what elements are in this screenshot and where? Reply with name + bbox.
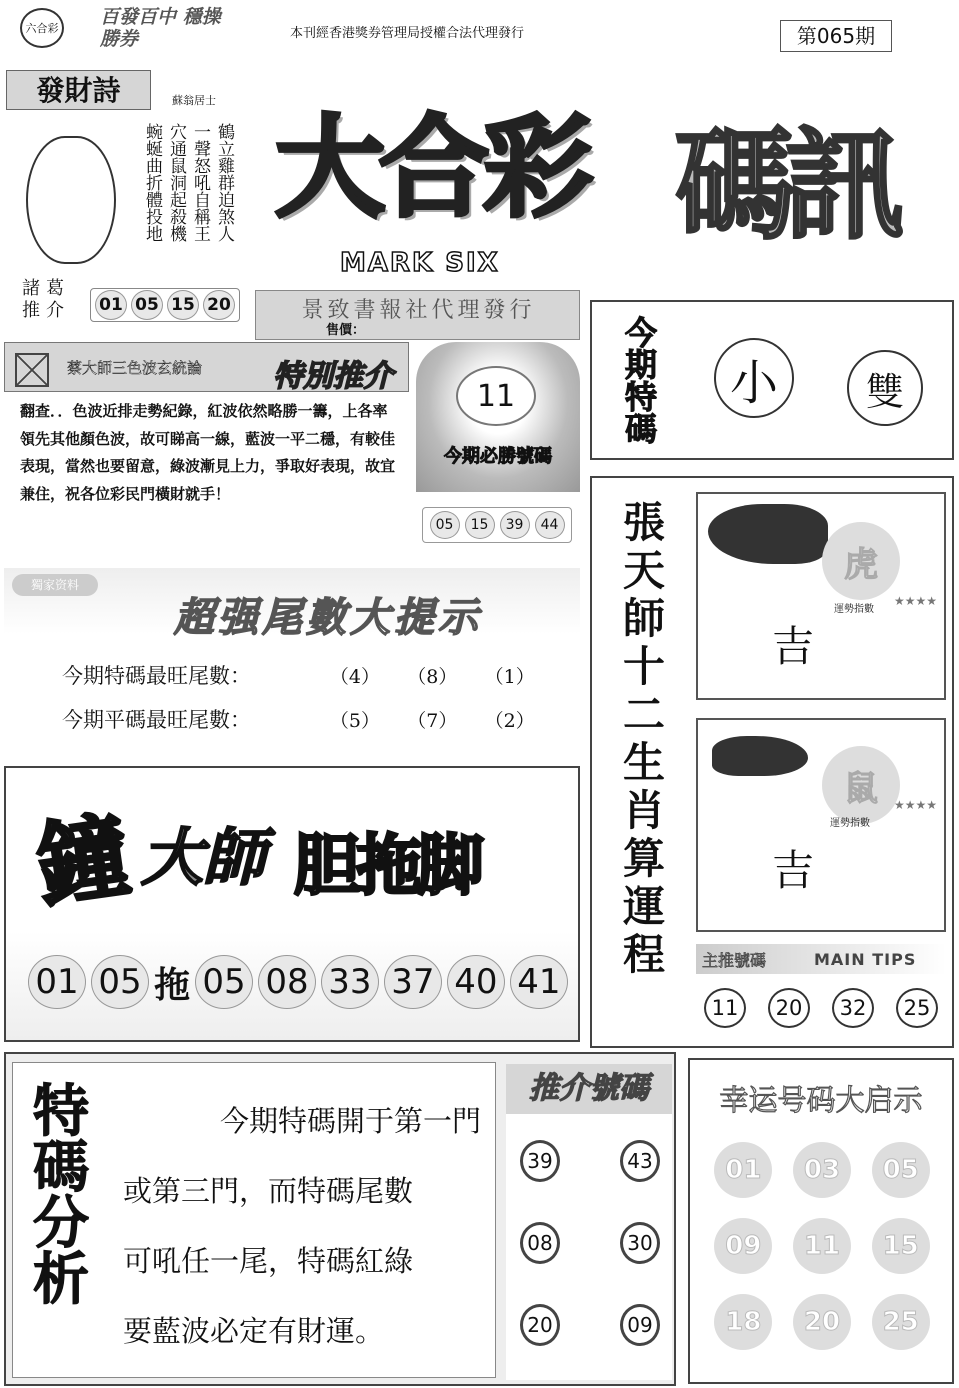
- analysis-title: 特碼分析: [24, 1081, 89, 1305]
- zodiac-card: [696, 718, 946, 932]
- tail-value: （4）: [329, 665, 380, 688]
- lucky-number: 01: [714, 1142, 772, 1198]
- tips-number: 39: [500, 511, 530, 539]
- master-number: 05: [91, 955, 149, 1009]
- slogan: 百發百中 穩操勝券: [100, 6, 221, 50]
- master-title-3: 胆拖脚: [294, 827, 480, 904]
- lucky-number: 05: [872, 1142, 930, 1198]
- tips-number: 15: [465, 511, 495, 539]
- recommend-number: 30: [620, 1222, 660, 1264]
- main-tips-numbers: [704, 986, 938, 1030]
- tips-text: 翻查．．色波近排走勢紀錄，紅波依然略勝一籌，上各率領先其他顏色波，故可睇高一線，藍波一平二穩，有較佳表現，當然也要留意，綠波漸見上力，爭取好表現，故宜兼住，祝各位彩民門橫財就手！: [20, 402, 396, 503]
- lucky-grid: [704, 1142, 940, 1350]
- analysis-line: 今期特碼開于第一門: [219, 1104, 481, 1138]
- lucky-number: 11: [793, 1218, 851, 1274]
- lucky-number: 03: [793, 1142, 851, 1198]
- star-icon: ★★★★: [894, 594, 938, 608]
- poem-col-2: 一聲怒吼自稱王: [190, 123, 210, 242]
- masthead-title: 大合彩: [275, 104, 587, 232]
- master-title-2: 大師: [141, 821, 266, 894]
- recommend-number: 09: [620, 1304, 660, 1346]
- master-number: 01: [28, 955, 86, 1009]
- analysis-line: 或第三門，而特碼尾數: [123, 1174, 414, 1208]
- masthead-subtitle: MARK SIX: [340, 248, 500, 278]
- header: [0, 0, 959, 60]
- zodiac-card: [696, 492, 946, 700]
- tips-numbers: [422, 507, 572, 543]
- recommend-block: [506, 1064, 672, 1380]
- logo-text: 六合彩: [25, 22, 59, 35]
- main-tip-number: 11: [704, 988, 746, 1028]
- recommend-number: 43: [620, 1140, 660, 1182]
- recommend-row: [520, 1140, 660, 1182]
- tail-value: （1）: [484, 665, 535, 688]
- master-number: 05: [195, 955, 253, 1009]
- poem-panel: [4, 68, 244, 328]
- lucky-title: 幸运号码大启示: [719, 1083, 923, 1117]
- poem-col-1: 鶴立雞群迫煞人: [214, 123, 234, 242]
- animal-name: 虎: [844, 544, 878, 585]
- main-tips-bar: [696, 944, 946, 974]
- masthead-title2: 碼訊: [675, 117, 895, 256]
- issue-number: 第065期: [780, 20, 892, 52]
- poem-numbers: [90, 288, 240, 322]
- special-code-panel: [590, 300, 954, 460]
- tail-value: （8）: [407, 665, 458, 688]
- poem-number: 15: [167, 290, 199, 320]
- master-title-1: 鐘: [30, 802, 137, 921]
- animal-silhouette-icon: [708, 504, 828, 564]
- tail-tag: 獨家资料: [12, 574, 98, 596]
- tail-panel: [4, 568, 580, 756]
- tail-value: （5）: [329, 709, 380, 732]
- checkbox-icon: [15, 353, 49, 387]
- recommend-row: [520, 1304, 660, 1346]
- lucky-number: 09: [714, 1218, 772, 1274]
- recommend-row: [520, 1222, 660, 1264]
- analysis-line: 可吼任一尾，特碼紅綠: [123, 1244, 414, 1278]
- poem-col-3: 穴通鼠洞起殺機: [166, 123, 186, 242]
- recommend-title: 推介號碼: [506, 1064, 672, 1114]
- must-win-block: [416, 342, 580, 492]
- tips-number: 44: [535, 511, 565, 539]
- main-tip-number: 20: [768, 988, 810, 1028]
- size-text: 小: [729, 354, 778, 411]
- poem-egg-icon: [26, 136, 116, 264]
- main-tips-cn: 主推號碼: [702, 951, 767, 970]
- master-number: 40: [447, 955, 505, 1009]
- lucky-number: 25: [872, 1294, 930, 1350]
- tips-badge: 特別推介: [273, 359, 393, 394]
- poem-author: 蘇翁居士: [172, 94, 216, 107]
- zodiac-fortune: 吉: [772, 846, 815, 895]
- must-win-number: 11: [456, 366, 536, 426]
- master-number: 08: [258, 955, 316, 1009]
- tail-row-special: [62, 658, 562, 692]
- master-drag-label: 拖: [153, 964, 190, 1006]
- master-panel: [4, 766, 580, 1042]
- tail-row-label: 今期特碼最旺尾數：: [62, 664, 251, 688]
- logo-badge: [20, 8, 64, 48]
- zodiac-panel: [590, 476, 954, 1048]
- lucky-number: 15: [872, 1218, 930, 1274]
- lucky-number: 20: [793, 1294, 851, 1350]
- notice: 本刊經香港獎券管理局授權合法代理發行: [290, 26, 525, 41]
- star-icon: ★★★★: [894, 798, 938, 812]
- tail-row-normal: [62, 702, 562, 736]
- analysis-line: 要藍波必定有財運。: [123, 1314, 385, 1348]
- parity-text: 雙: [865, 369, 904, 414]
- master-number: 41: [510, 955, 568, 1009]
- special-code-parity: [847, 350, 923, 426]
- publisher-bar: [255, 290, 580, 340]
- analysis-inner: [12, 1062, 496, 1378]
- animal-silhouette-icon: [712, 736, 808, 776]
- tips-header-bar: [4, 342, 409, 392]
- poem-title: 發財詩: [6, 70, 151, 110]
- tips-panel: [4, 342, 580, 562]
- main-tip-number: 25: [896, 988, 938, 1028]
- recommend-number: 08: [520, 1222, 560, 1264]
- master-numbers: [28, 954, 568, 1010]
- lucky-panel: [688, 1058, 954, 1384]
- must-win-label: 今期必勝號碼: [444, 446, 552, 467]
- recommend-number: 20: [520, 1304, 560, 1346]
- lucky-number: 18: [714, 1294, 772, 1350]
- tail-value: （2）: [484, 709, 535, 732]
- poem-number: 20: [203, 290, 235, 320]
- analysis-panel: [4, 1052, 676, 1386]
- zodiac-animal: [822, 522, 900, 600]
- poem-col-4: 蜿蜒曲折體投地: [142, 123, 162, 242]
- index-label: 運勢指數: [830, 818, 870, 829]
- special-code-size: [714, 338, 794, 418]
- price-label: 售價：: [326, 323, 366, 338]
- master-number: 33: [321, 955, 379, 1009]
- tail-row-label: 今期平碼最旺尾數：: [62, 708, 251, 732]
- main-tip-number: 32: [832, 988, 874, 1028]
- tail-value: （7）: [407, 709, 458, 732]
- zodiac-animal: [822, 746, 900, 824]
- main-tips-en: MAIN TIPS: [814, 950, 917, 969]
- poem-recommend-label: 諸葛推介: [22, 278, 70, 321]
- tips-number: 05: [430, 511, 460, 539]
- publisher: 景致書報社代理發行: [301, 298, 536, 323]
- tail-title: 超强尾數大提示: [174, 595, 482, 641]
- masthead: [255, 70, 955, 290]
- zodiac-fortune: 吉: [772, 622, 815, 671]
- tips-header: 蔡大師三色波玄統論: [67, 359, 203, 377]
- animal-name: 鼠: [844, 768, 878, 809]
- recommend-number: 39: [520, 1140, 560, 1182]
- poem-number: 01: [95, 290, 127, 320]
- poem-number: 05: [131, 290, 163, 320]
- special-code-label: 今期特碼: [620, 316, 658, 444]
- zodiac-title: 張天師十二生肖算運程: [617, 500, 666, 980]
- index-label: 運勢指數: [834, 604, 874, 615]
- master-number: 37: [384, 955, 442, 1009]
